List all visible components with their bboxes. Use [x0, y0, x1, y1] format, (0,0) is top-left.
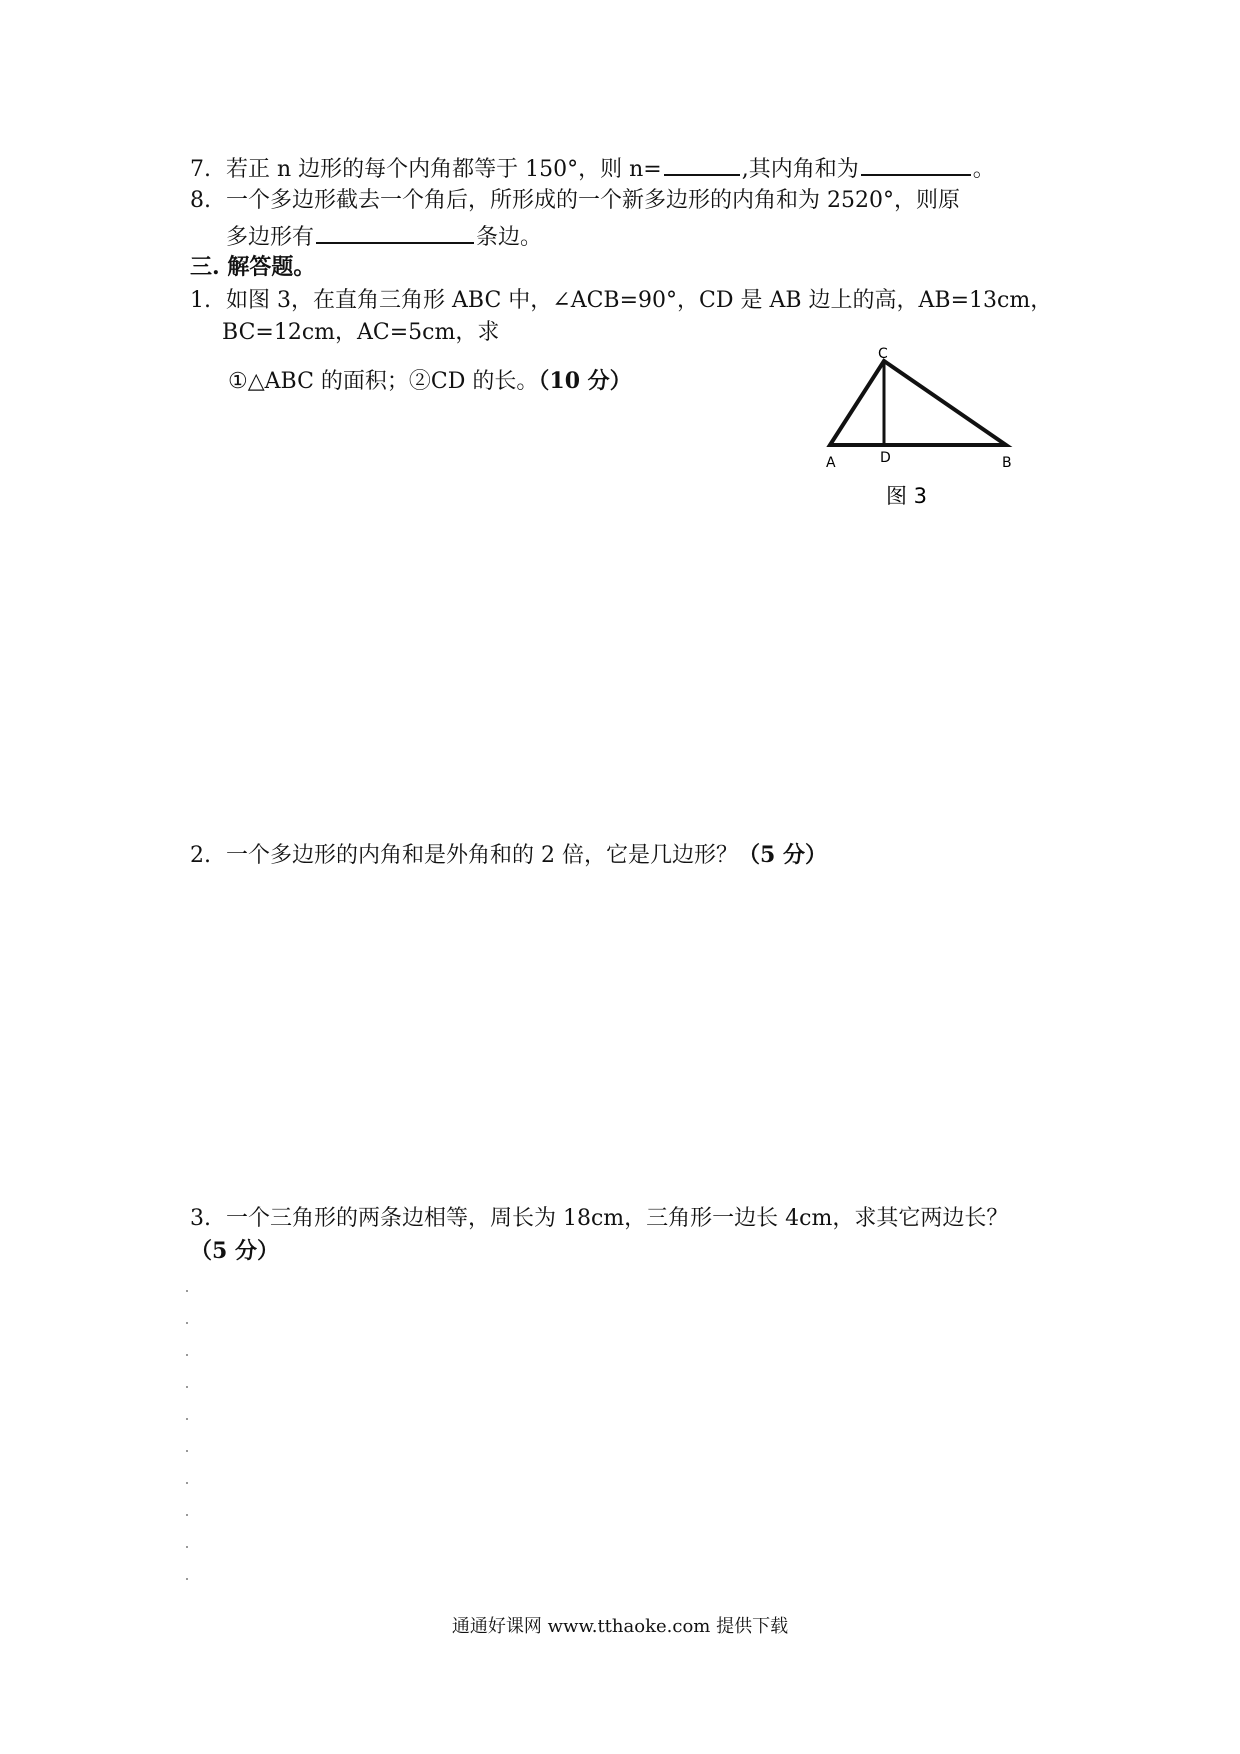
question-text: 一个多边形的内角和是外角和的 2 倍，它是几边形？	[226, 843, 738, 868]
label-a: A	[826, 455, 836, 471]
section-title: 三. 解答题。	[190, 254, 316, 280]
score-label: （10 分）	[538, 368, 632, 394]
question-text: 如图 3，在直角三角形 ABC 中，∠ACB=90°，CD 是 AB 边上的高，AB=13cm，	[226, 288, 1053, 313]
label-d: D	[880, 450, 891, 466]
question-text: 一个三角形的两条边相等，周长为 18cm，三角形一边长 4cm，求其它两边长？	[226, 1206, 1009, 1231]
figure-3-triangle	[810, 345, 1020, 510]
problem-3	[190, 1204, 1008, 1234]
margin-dot	[186, 1290, 188, 1292]
figure-caption: 图 3	[886, 484, 928, 508]
answer-blank-angle-sum[interactable]	[861, 150, 971, 176]
margin-dot	[186, 1322, 188, 1324]
margin-dot	[186, 1482, 188, 1484]
margin-dot	[186, 1514, 188, 1516]
score-label: （5 分）	[738, 842, 827, 868]
problem-3-score: （5 分）	[190, 1238, 279, 1264]
problem-1-line3	[228, 366, 632, 397]
question-text: 一个多边形截去一个角后，所形成的一个新多边形的内角和为 2520°，则原	[226, 188, 960, 213]
triangle-abc	[830, 361, 1006, 445]
question-7	[190, 150, 995, 185]
label-b: B	[1002, 455, 1012, 471]
question-text: ,其内角和为	[741, 157, 859, 182]
margin-dot	[186, 1418, 188, 1420]
question-text: ①△ABC 的面积；②CD 的长。	[228, 369, 539, 394]
question-text: 条边。	[476, 225, 543, 250]
question-number: 3.	[190, 1206, 211, 1231]
label-c: C	[878, 346, 888, 362]
problem-1-line2	[222, 318, 499, 348]
problem-1	[190, 286, 1052, 316]
margin-dot	[186, 1450, 188, 1452]
question-8	[190, 186, 960, 216]
problem-2	[190, 840, 827, 871]
margin-dot	[186, 1386, 188, 1388]
margin-dot	[186, 1354, 188, 1356]
answer-blank-n[interactable]	[664, 150, 740, 176]
question-text: 。	[972, 157, 995, 182]
page-footer: 通通好课网 www.tthaoke.com 提供下载	[451, 1616, 789, 1637]
question-text: 多边形有	[226, 225, 315, 250]
question-text: 若正 n 边形的每个内角都等于 150°，则 n=	[226, 157, 662, 182]
question-number: 7.	[190, 157, 211, 182]
question-number: 1.	[190, 288, 211, 313]
question-number: 8.	[190, 188, 211, 213]
answer-blank-sides[interactable]	[316, 218, 474, 244]
question-number: 2.	[190, 843, 211, 868]
question-text: BC=12cm，AC=5cm，求	[222, 320, 500, 345]
question-8-line2	[226, 218, 542, 253]
margin-dot	[186, 1546, 188, 1548]
margin-dot	[186, 1578, 188, 1580]
